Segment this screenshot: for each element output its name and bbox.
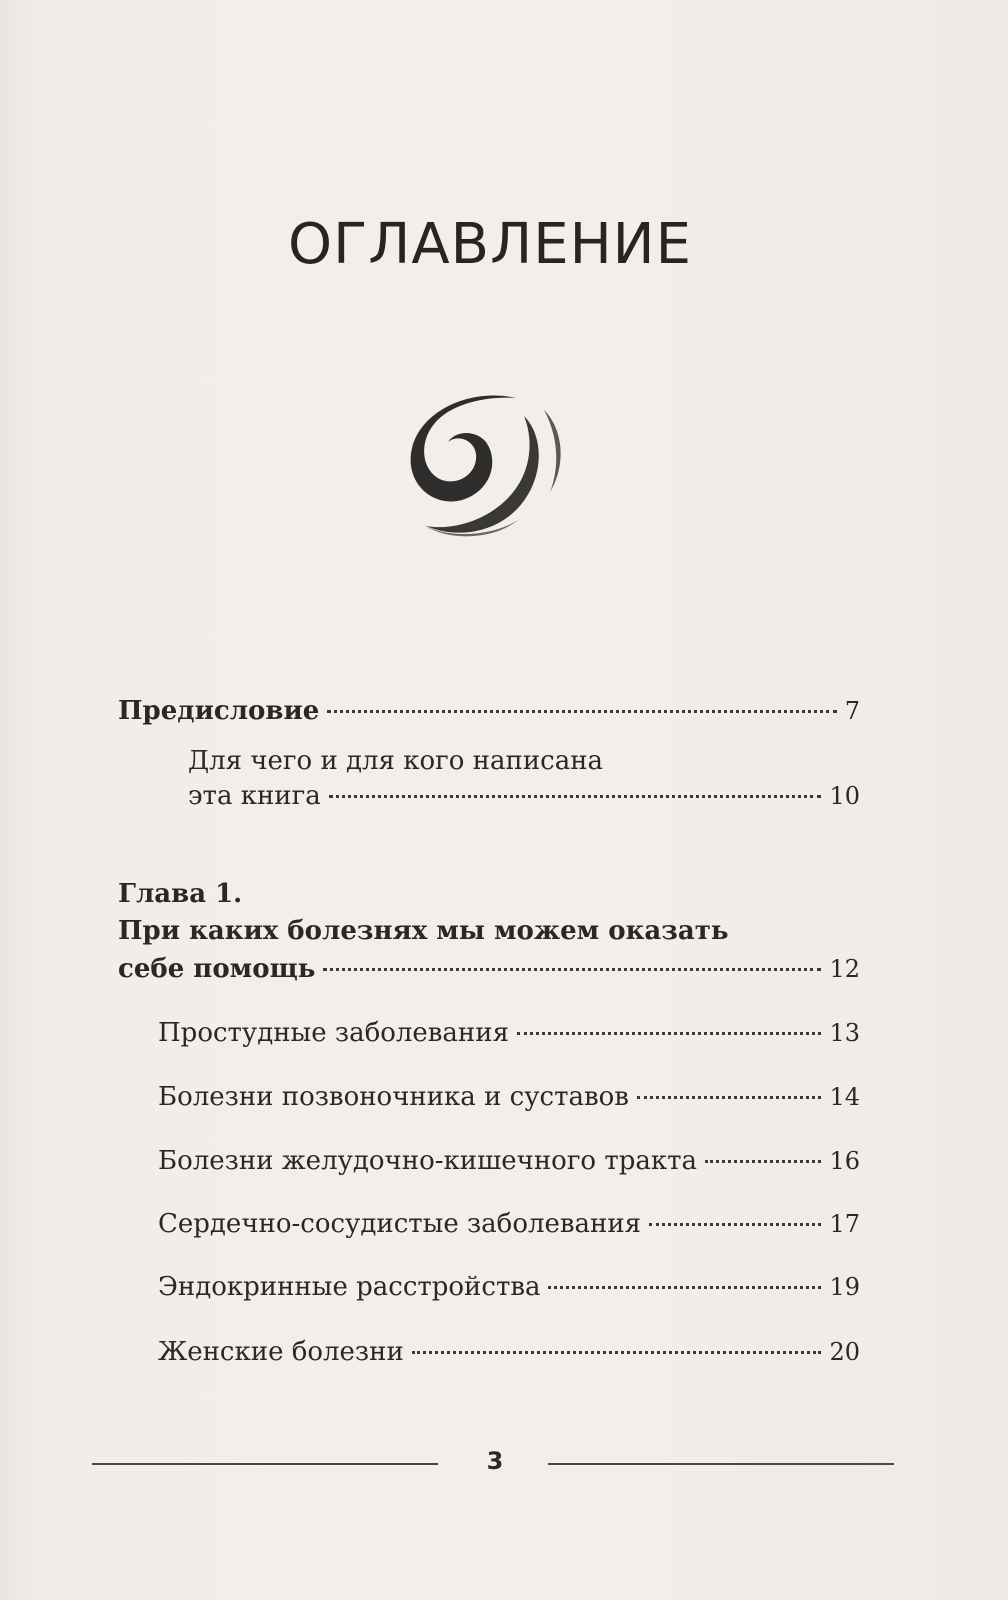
- toc-entry-preface[interactable]: [118, 693, 860, 729]
- leader-dots: [329, 795, 822, 798]
- toc-page-number: 10: [829, 782, 860, 810]
- chapter-title: При каких болезнях мы можем оказать: [118, 916, 729, 946]
- toc-entry-label: Для чего и для кого написана: [188, 746, 604, 776]
- toc-page-number: 13: [829, 1019, 860, 1047]
- toc-page-number: 7: [844, 697, 860, 725]
- toc-page-number: 12: [829, 955, 860, 983]
- toc-entry-purpose[interactable]: [188, 778, 860, 814]
- toc-entry-label: Сердечно-сосудистые заболевания: [158, 1209, 642, 1239]
- toc-entry-endocrine[interactable]: [158, 1269, 860, 1305]
- toc-page-number: 17: [829, 1210, 860, 1238]
- toc-entry-chapter-1[interactable]: [118, 951, 860, 987]
- footer-rule-right: [548, 1463, 894, 1465]
- toc-page-number: 14: [829, 1083, 860, 1111]
- toc-entry-colds[interactable]: [158, 1015, 860, 1051]
- chapter-title: себе помощь: [118, 954, 316, 984]
- toc-entry-label: Эндокринные расстройства: [158, 1272, 541, 1302]
- leader-dots: [649, 1223, 821, 1226]
- leader-dots: [705, 1160, 821, 1163]
- toc-page-number: 20: [829, 1338, 860, 1366]
- page-number: 3: [486, 1447, 504, 1475]
- toc-entry-womens[interactable]: [158, 1334, 860, 1370]
- toc-page-number: 19: [829, 1273, 860, 1301]
- toc-entry-label: эта книга: [188, 781, 321, 811]
- page-title: ОГЛАВЛЕНИЕ: [288, 212, 692, 277]
- leader-dots: [548, 1286, 821, 1289]
- chapter-number: Глава 1.: [118, 879, 243, 909]
- leader-dots: [412, 1351, 822, 1354]
- toc-entry-label: Простудные заболевания: [158, 1018, 509, 1048]
- toc-entry-gastro[interactable]: [158, 1143, 860, 1179]
- leader-dots: [637, 1096, 822, 1099]
- footer-rule-left: [92, 1463, 438, 1465]
- leader-dots: [323, 968, 821, 971]
- leader-dots: [327, 710, 836, 713]
- toc-entry-label: Болезни желудочно-кишечного тракта: [158, 1146, 698, 1176]
- toc-entry-spine[interactable]: [158, 1079, 860, 1115]
- toc-page-number: 16: [829, 1147, 860, 1175]
- toc-entry-cardio[interactable]: [158, 1206, 860, 1242]
- leader-dots: [517, 1032, 821, 1035]
- toc-entry-label: Болезни позвоночника и суставов: [158, 1082, 629, 1112]
- toc-entry-label: Предисловие: [118, 696, 320, 726]
- swirl-ornament-icon: [404, 390, 574, 540]
- toc-entry-label: Женские болезни: [158, 1337, 404, 1367]
